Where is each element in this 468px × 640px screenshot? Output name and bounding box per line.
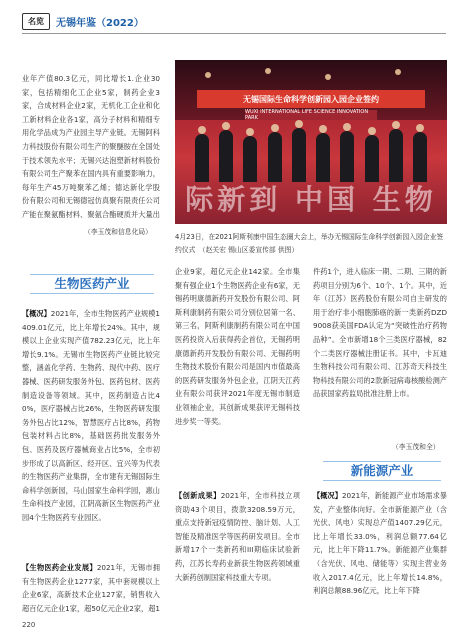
photo-banner: 无锡国际生命科学创新园入园企业签约 [197,90,425,108]
column3-text: 件药1个，进入临床一期、二期、三期的新药项目分别为6个、10个、1个。其中，近年（江苏）医药股份有限公司自主研发的用于治疗非小细胞肺癌的新一类新药DZD9008获美国FDA认定为“突破性治疗药物品种”。全市新增18个三类医疗器械，82个二类医疗器械注册证书。其中，卡瓦迪生物科技公司有限公司、江苏奇天科技生物科技有限公司的2款新冠病毒核酸检测产品获国家药监局批准注册上市。 [313,267,447,399]
biomed-enterprise-label: 【生物医药企业发展】 [22,563,97,572]
stage-light [395,69,401,75]
people-row [195,124,427,182]
biomed-enterprise-text: 2021年，无锡市拥有生物医药企业1277家，其中套规模以上企业6家，高新技术企业127家，销售收入超百亿元企业1家，超50亿元企业2家，超1 [22,563,160,613]
column2-text: 企业9家，超亿元企业142家。全市集聚有强企业1个生物医药企业有6家，无锡药明康德新药开发股份有限公司、阿斯利康制药有限公司分别位居第一名、第三名，阿斯利康制药有限公司在中国医药投资入后获得药企首位，无锡药明康德新药开发股份有限公司、无锡药明生物技术股份有限公司是国内市值最高的医药研发服务外包企业，江阴天江药业有限公司获评2021年度无锡市制造业领袖企业，其创新成果获评无锡科技进步奖一等奖。 [175,267,300,426]
person [316,133,330,182]
section-title-biomed [30,272,154,294]
book-title: 无锡年鉴（2022） [56,17,144,29]
photo-backdrop-text: 际新到 中国 生物 [185,183,437,216]
section-title-newenergy [323,459,441,481]
column1-top-text: 业年产值80.3亿元，同比增长1.企业30家，包括精细化工企业5家，制药企业3家，合成材料企业2家，无机化工企业和化工新材料企业各1家，高分子材料和精细专用化学品成为产业园主导产业链。无锡阿科力科技股份有限公司生产的聚醚胺在全国处于技术领先水平；无锡兴达泡塑新材料股份有限公司生产聚苯在国内具有重要影响力，每年生产45万吨聚苯乙烯；德达新化学股份有限公司和无锡德冠仿真聚有限责任公司产能在聚氨酯材料、聚氨合酯硬质并大量出 [22,74,160,219]
section-title-text: 生物医药产业 [54,276,130,291]
header-rule [22,33,446,34]
person [243,136,257,182]
person [219,130,233,182]
stage-light [325,74,331,80]
photo-banner-subtitle: WUXI INTERNATIONAL LIFE SCIENCE INNOVATION PARK [245,110,377,120]
person [340,131,354,182]
stage-light [265,68,271,74]
yearbook-logo: 名览 [22,13,50,30]
column2-innovation [175,489,300,615]
column3-author: （李玉茂和全） [392,443,440,451]
newenergy-overview [313,489,447,615]
innovation-text: 2021年，全市科技立项资助43个项目，拨款3208.59万元，重点支持新冠疫情防控、脑计划、人工智能及精准医学等医药研发项目。全市新增17个一类新药和III期临床试验新药，江苏长寿药业新获生物医药领域重大新药创制国家科技重大专项。 [175,491,300,582]
biomed-overview-text: 2021年，全市生物医药产业规模1409.01亿元，比上年增长24%。其中，规模以上企业实现产值782.23亿元，比上年增长9.1%。无锡市生物医药产业链比较完整，涵盖化学药、生物药、现代中药、医疗器械、医药研发服务外包、医药包材、医药制造设备等领域。其中，医药制造占比40%，医疗器械占比26%，生物医药研发服务外包占比12%，智慧医疗占比8%，药物包装材料占比8%，基础医药批发服务外包、医药及医疗器械商业占比5%，全市初步形成了以高新区、经开区、宜兴等为代表的生物医药产业集群，全市建有无锡国际生命科学创新园，马山国家生命科学园，惠山生命科技产业园，江阴高新区生物医药产业园4个生物医药专业园区。 [22,309,160,522]
column1-author: （李玉茂和信息化局） [84,228,152,236]
person [389,129,403,182]
page-number: 220 [22,621,36,629]
innovation-label: 【创新成果】 [175,491,221,500]
person [365,135,379,182]
photo-caption: 4月23日，在2021阿斯利康中国生态圈大会上，举办无锡国际生命科学创新园入园企业签约仪式 （赵关宏 锡山区委宣传部 供图） [175,233,444,254]
person [268,132,282,182]
page-header [22,13,144,29]
biomed-enterprise [22,561,160,617]
newenergy-label: 【概况】 [313,491,342,500]
person [292,128,306,182]
biomed-overview-label: 【概况】 [22,309,51,318]
signing-ceremony-photo [175,60,447,224]
person [195,134,209,182]
biomed-overview [22,307,160,559]
stage-light [205,72,211,78]
person [413,132,427,182]
section-title-text: 新能源产业 [350,463,414,478]
newenergy-text: 2021年，新能源产业市场需求暴发，产业整体向好。全市新能源产业（含光伏、风电）实现总产值1407.29亿元，比上年增长33.0%，利润总额77.64亿元，比上年下降11.7%。新能源产业集群（含光伏、风电、储能等）实现主营业务收入2017.4亿元，比上年增长14.8%，利润总额88.96亿元，比上年下降 [313,491,447,596]
